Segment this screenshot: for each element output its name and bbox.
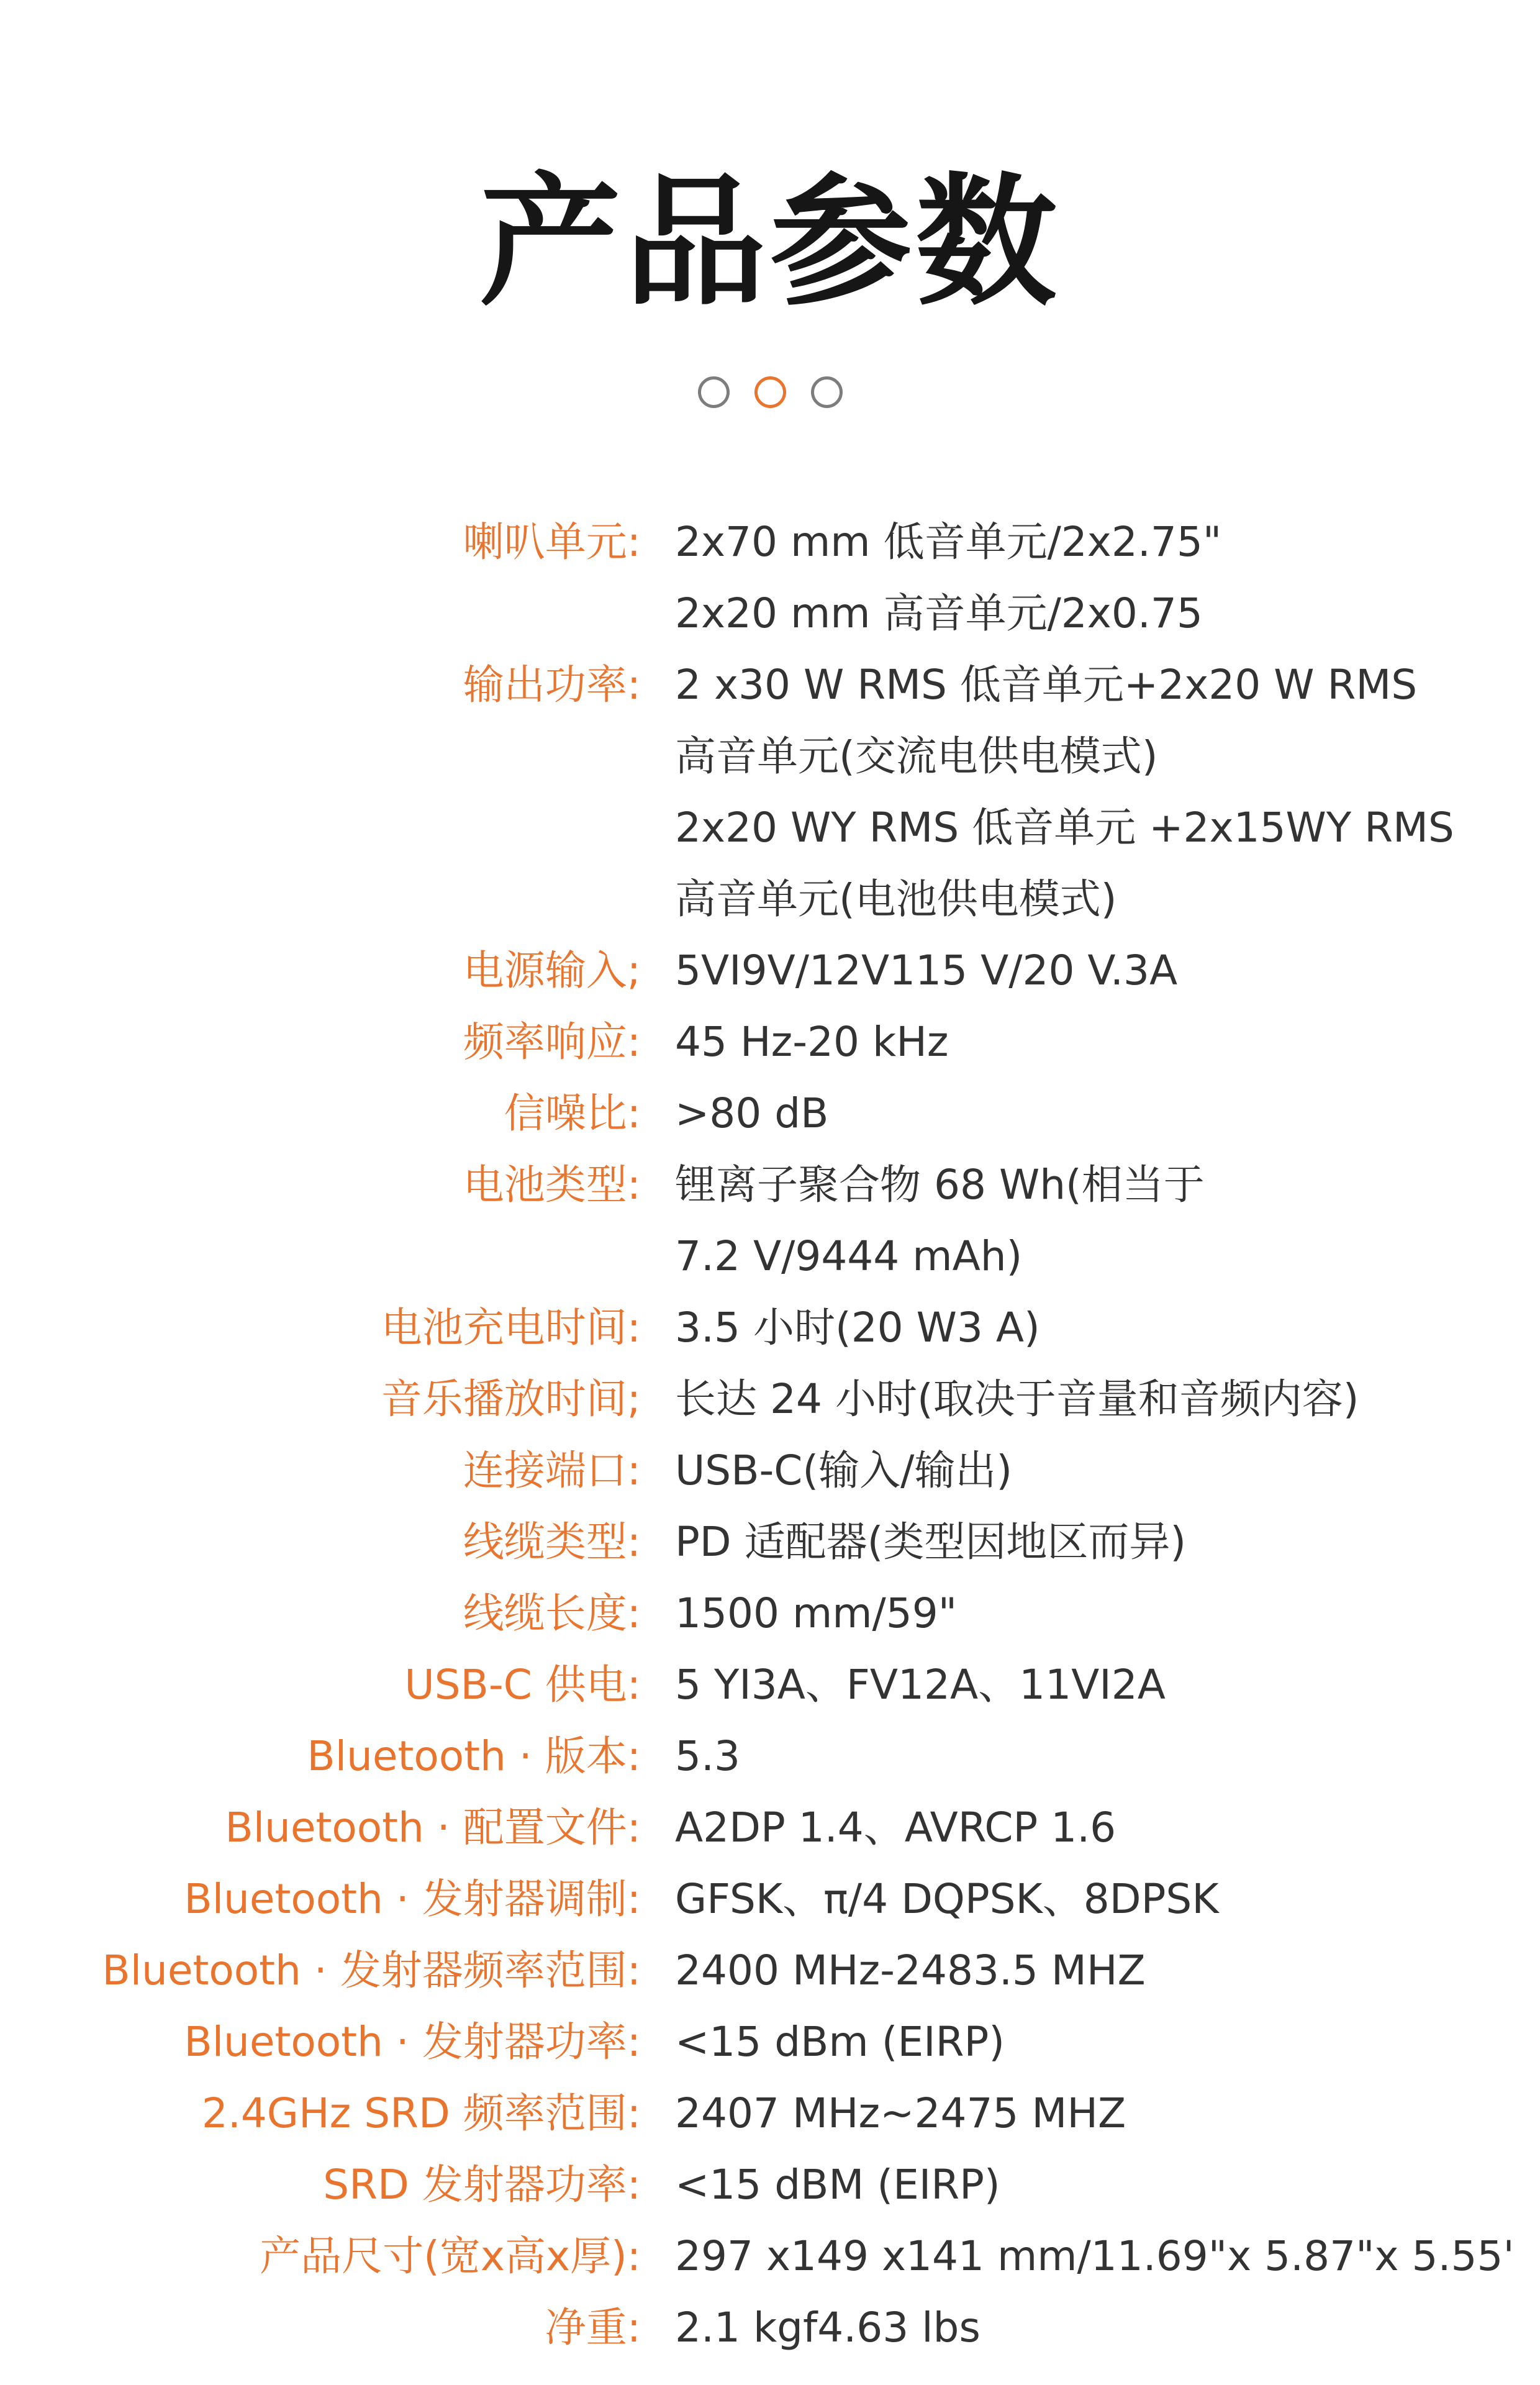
spec-label: SRD 发射器功率: <box>323 2161 641 2209</box>
spec-values <box>675 1792 1540 1863</box>
spec-values <box>675 2292 1540 2363</box>
spec-row <box>0 1935 1540 2006</box>
spec-label: Bluetooth · 版本: <box>307 1732 641 1780</box>
carousel-pager <box>0 375 1540 409</box>
spec-values <box>675 1006 1540 1078</box>
spec-label: 电池充电时间: <box>381 1304 641 1352</box>
spec-row <box>0 1649 1540 1720</box>
spec-value: 5VI9V/12V115 V/20 V.3A <box>675 947 1178 994</box>
spec-value: 7.2 V/9444 mAh) <box>675 1232 1023 1280</box>
spec-row <box>0 1435 1540 1506</box>
spec-value: 297 x149 x141 mm/11.69"x 5.87"x 5.55' <box>675 2232 1515 2280</box>
spec-row <box>0 1149 1540 1292</box>
spec-label: 电源输入; <box>463 947 641 994</box>
spec-values <box>675 1506 1540 1578</box>
spec-value: 5.3 <box>675 1732 740 1780</box>
spec-value: 2x20 WY RMS 低音单元 +2x15WY RMS <box>675 804 1454 852</box>
spec-label: 产品尺寸(宽x高x厚): <box>260 2232 641 2280</box>
spec-value: 高音单元(电池供电模式) <box>675 875 1117 923</box>
spec-row <box>0 1363 1540 1435</box>
spec-label: Bluetooth · 发射器功率: <box>184 2018 641 2066</box>
spec-value: 3.5 小时(20 W3 A) <box>675 1304 1040 1352</box>
spec-row <box>0 1720 1540 1792</box>
spec-value: 2x20 mm 高音单元/2x0.75 <box>675 589 1203 637</box>
spec-row <box>0 649 1540 935</box>
spec-label: 频率响应: <box>463 1018 641 1066</box>
spec-values <box>675 1363 1540 1435</box>
page-title: 产品参数 <box>479 160 1061 325</box>
spec-value: 2.1 kgf4.63 lbs <box>675 2304 981 2351</box>
spec-value: 长达 24 小时(取决于音量和音频内容) <box>675 1375 1359 1423</box>
spec-value: 高音单元(交流电供电模式) <box>675 732 1158 780</box>
spec-row <box>0 2006 1540 2078</box>
spec-values <box>675 2078 1540 2149</box>
spec-value: 2407 MHz~2475 MHZ <box>675 2089 1126 2137</box>
spec-label: 连接端口: <box>463 1447 641 1494</box>
spec-label: 净重: <box>545 2304 641 2351</box>
spec-row <box>0 1006 1540 1078</box>
spec-label: 信噪比: <box>504 1089 641 1137</box>
spec-row <box>0 1078 1540 1149</box>
spec-value: A2DP 1.4、AVRCP 1.6 <box>675 1804 1116 1851</box>
spec-label: 喇叭单元: <box>463 518 641 566</box>
spec-label: Bluetooth · 发射器频率范围: <box>102 1947 641 1994</box>
pager-dot-1[interactable] <box>698 376 730 408</box>
spec-row <box>0 506 1540 649</box>
spec-values <box>675 1078 1540 1149</box>
spec-row <box>0 1578 1540 1649</box>
spec-values <box>675 2149 1540 2220</box>
spec-value: >80 dB <box>675 1089 829 1137</box>
pager-dot-3[interactable] <box>811 376 843 408</box>
spec-value: 45 Hz-20 kHz <box>675 1018 949 1066</box>
spec-label: 线缆类型: <box>463 1518 641 1566</box>
spec-values <box>675 1863 1540 1935</box>
spec-value: 2 x30 W RMS 低音单元+2x20 W RMS <box>675 661 1418 709</box>
spec-row <box>0 2078 1540 2149</box>
spec-label: 音乐播放时间; <box>381 1375 641 1423</box>
spec-value: 锂离子聚合物 68 Wh(相当于 <box>675 1161 1205 1209</box>
spec-value: <15 dBm (EIRP) <box>675 2018 1005 2066</box>
spec-label: USB-C 供电: <box>404 1661 641 1709</box>
spec-list <box>0 506 1540 2363</box>
spec-label: 输出功率: <box>463 661 641 709</box>
spec-value: GFSK、π/4 DQPSK、8DPSK <box>675 1875 1219 1923</box>
spec-values <box>675 935 1540 1006</box>
spec-values <box>675 2220 1540 2292</box>
spec-value: USB-C(输入/输出) <box>675 1447 1013 1494</box>
spec-label: Bluetooth · 发射器调制: <box>184 1875 641 1923</box>
spec-label: 线缆长度: <box>463 1589 641 1637</box>
spec-values <box>675 506 1540 649</box>
spec-value: PD 适配器(类型因地区而异) <box>675 1518 1187 1566</box>
spec-values <box>675 1149 1540 1292</box>
spec-values <box>675 1292 1540 1363</box>
spec-row <box>0 1792 1540 1863</box>
spec-value: 1500 mm/59" <box>675 1589 958 1637</box>
spec-row <box>0 1292 1540 1363</box>
spec-values <box>675 2006 1540 2078</box>
spec-row <box>0 2220 1540 2292</box>
spec-label: 电池类型: <box>463 1161 641 1209</box>
spec-label: Bluetooth · 配置文件: <box>225 1804 641 1851</box>
spec-row <box>0 2292 1540 2363</box>
spec-values <box>675 649 1540 935</box>
spec-value: 5 YI3A、FV12A、11VI2A <box>675 1661 1166 1709</box>
spec-value: 2400 MHz-2483.5 MHZ <box>675 1947 1146 1994</box>
spec-values <box>675 1649 1540 1720</box>
spec-row <box>0 2149 1540 2220</box>
spec-values <box>675 1578 1540 1649</box>
spec-row <box>0 1863 1540 1935</box>
spec-row <box>0 935 1540 1006</box>
spec-values <box>675 1435 1540 1506</box>
spec-row <box>0 1506 1540 1578</box>
spec-label: 2.4GHz SRD 频率范围: <box>201 2089 641 2137</box>
spec-value: <15 dBM (EIRP) <box>675 2161 1000 2209</box>
pager-dot-2-active[interactable] <box>754 376 786 408</box>
spec-values <box>675 1720 1540 1792</box>
spec-values <box>675 1935 1540 2006</box>
spec-value: 2x70 mm 低音单元/2x2.75" <box>675 518 1222 566</box>
